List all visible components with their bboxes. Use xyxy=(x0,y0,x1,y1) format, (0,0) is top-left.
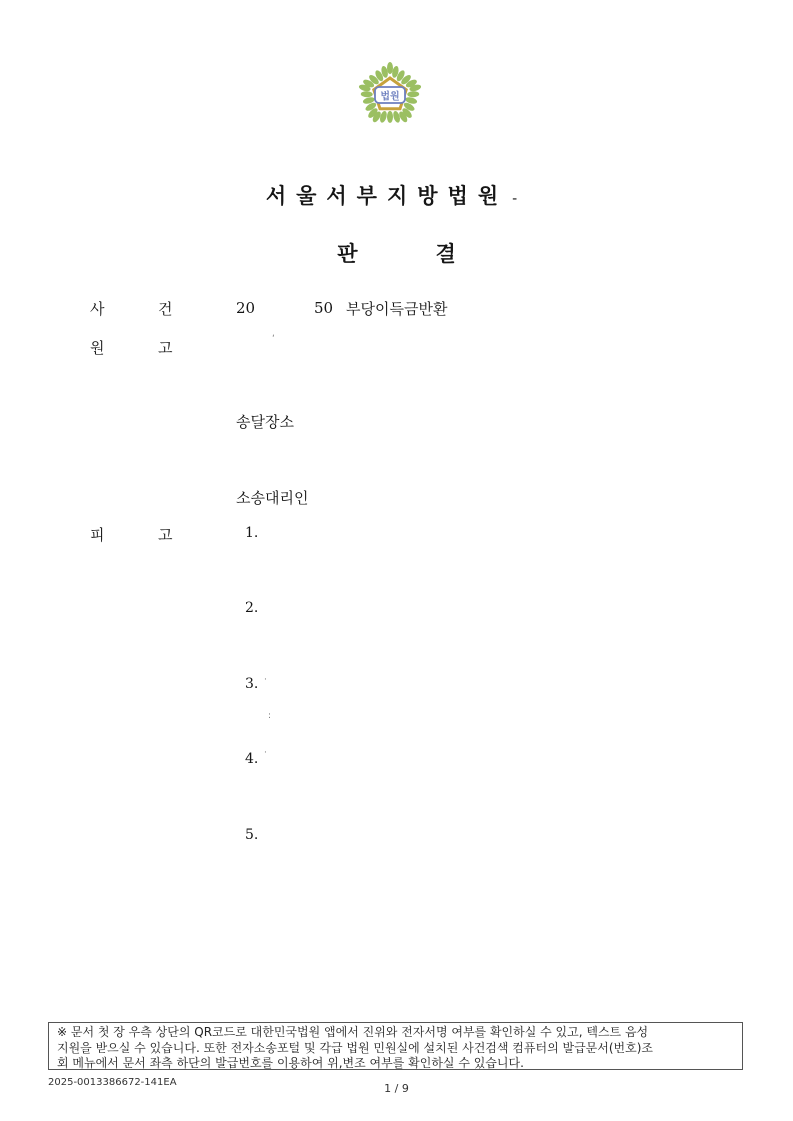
plaintiff-mark: ‘ xyxy=(272,334,275,344)
court-emblem-icon xyxy=(352,56,428,132)
verification-notice xyxy=(48,1022,743,1070)
defendant-item-4-mark: · xyxy=(264,748,267,758)
defendant-item-3-mark: · xyxy=(264,675,267,685)
document-title xyxy=(0,238,793,268)
defendant-item-5: 5. xyxy=(245,827,259,843)
defendant-item-3: 3. xyxy=(245,676,259,692)
emblem-text: 법원 xyxy=(380,91,400,103)
emblem-leaf xyxy=(361,91,373,97)
issue-number: 2025-0013386672-141EA xyxy=(48,1077,177,1088)
court-name xyxy=(0,180,793,210)
title-char-2: 결 xyxy=(435,242,456,266)
emblem-leaf xyxy=(407,91,419,97)
page-number: 1 / 9 xyxy=(384,1082,409,1095)
defendant-item-1: 1. xyxy=(245,525,259,541)
service-address-label: 송달장소 xyxy=(236,413,294,431)
case-number-prefix: 20 xyxy=(236,299,256,317)
emblem-leaf xyxy=(387,62,393,74)
attorney-label: 소송대리인 xyxy=(236,489,309,507)
notice-line-1: ※ 문서 첫 장 우측 상단의 QR코드로 대한민국법원 앱에서 진위와 전자서명 여부를 확인하실 수 있고, 텍스트 음성 xyxy=(57,1025,649,1039)
defendant-item-3-extra-mark: : xyxy=(268,711,272,721)
defendant-item-4: 4. xyxy=(245,751,259,767)
court-name-text: 서울서부지방법원 xyxy=(265,184,509,208)
defendant-item-2: 2. xyxy=(245,600,259,616)
title-char-1: 판 xyxy=(337,242,358,266)
court-name-mark: - xyxy=(512,191,528,207)
emblem-leaf xyxy=(387,111,393,123)
notice-line-2: 지원을 받으실 수 있습니다. 또한 전자소송포털 및 각급 법원 민원실에 설치된 사건검색 컴퓨터의 발급문서(번호)조 xyxy=(57,1040,654,1055)
notice-line-3: 회 메뉴에서 문서 좌측 하단의 발급번호를 이용하여 위,변조 여부를 확인하실 수 있습니다. xyxy=(57,1056,524,1070)
case-name: 부당이득금반환 xyxy=(346,300,448,318)
case-number-suffix: 50 xyxy=(314,299,334,317)
